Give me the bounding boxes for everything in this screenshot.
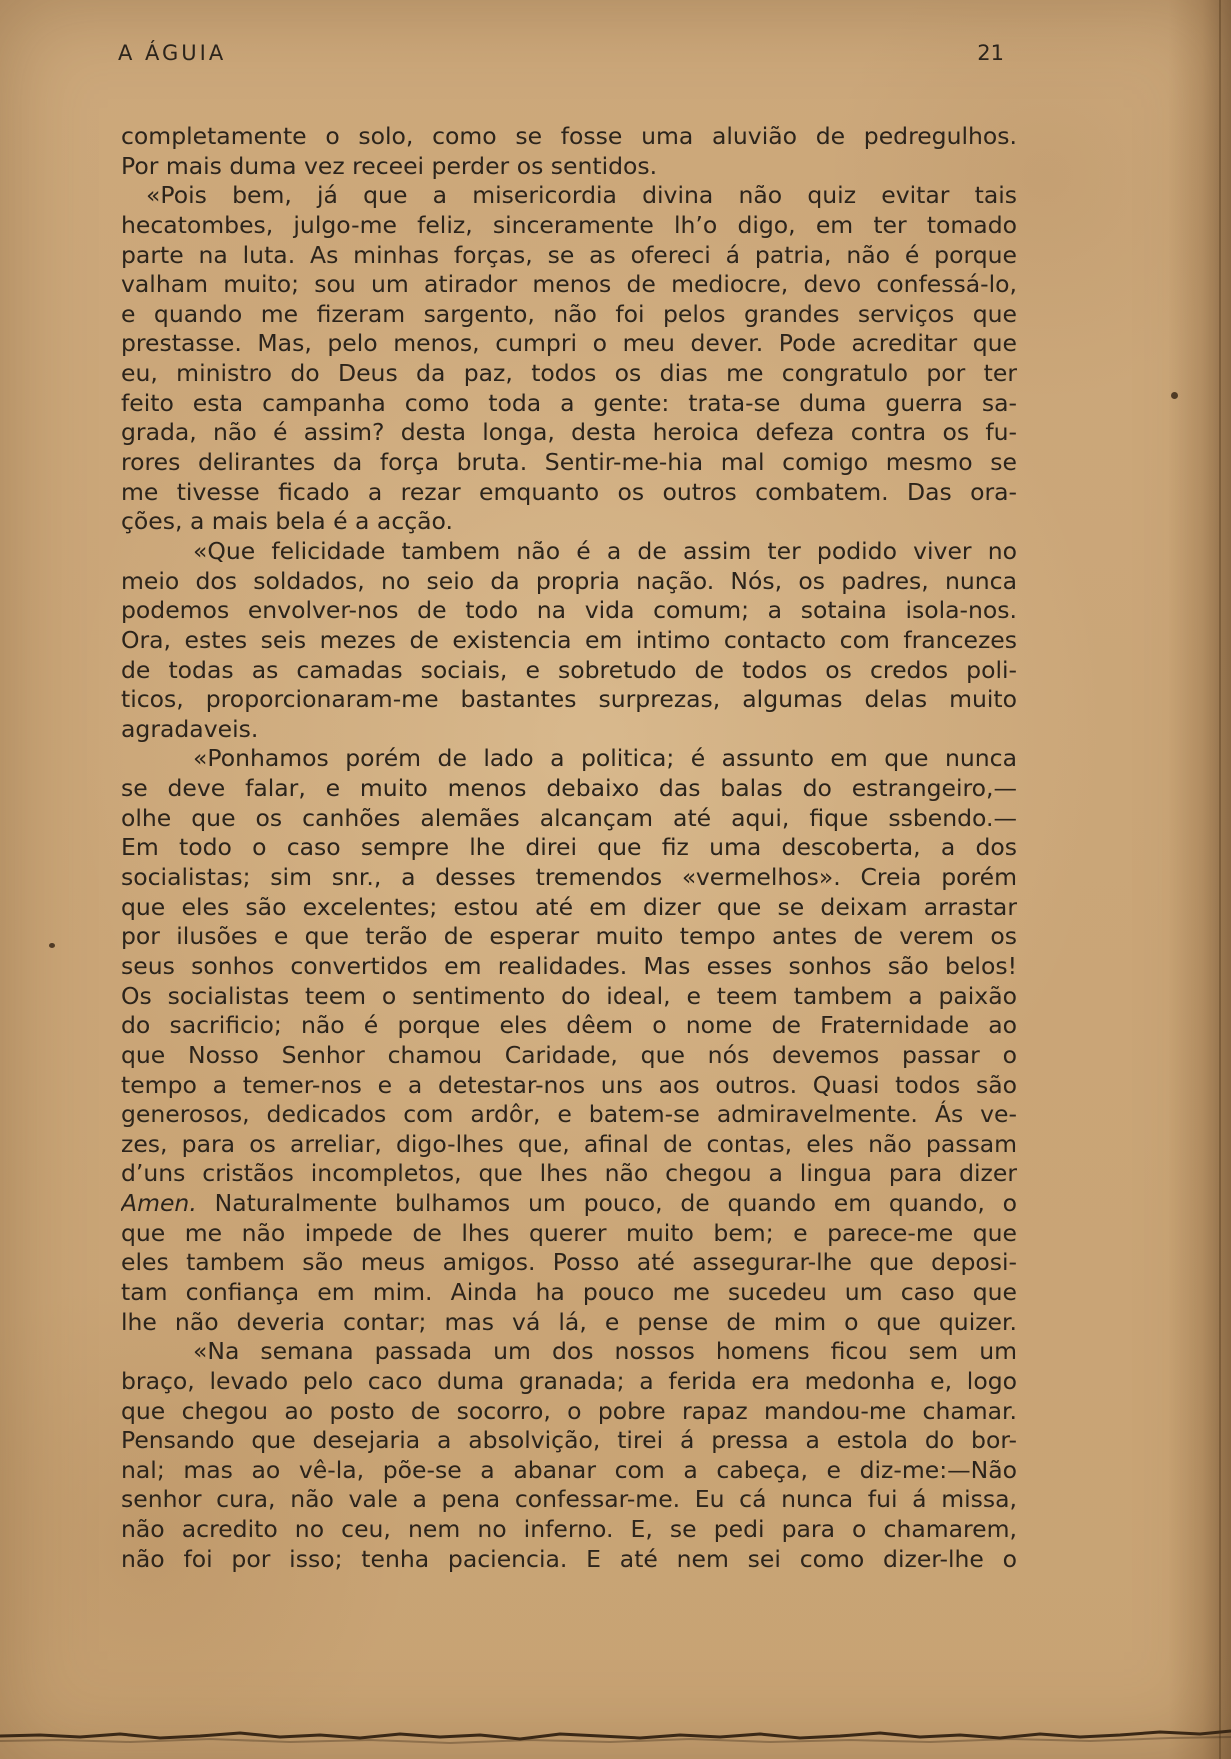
text-line: agradaveis.: [121, 714, 259, 743]
text-line: ções, a mais bela é a acção.: [121, 507, 453, 536]
text-line: que Nosso Senhor chamou Caridade, que nós devemos passar o: [121, 1040, 1017, 1069]
text-line: nal; mas ao vê-la, põe-se a abanar com a cabeça, e diz-me:—Não: [121, 1455, 1017, 1484]
ink-speck: [1171, 392, 1178, 399]
text-line: hecatombes, julgo-me feliz, sinceramente lh’o digo, em ter tomado: [121, 210, 1017, 239]
text-line: d’uns cristãos incompletos, que lhes não chegou a lingua para dizer: [121, 1159, 1017, 1188]
page-edge-shadow: [1168, 0, 1231, 1759]
page-crease: [1219, 0, 1221, 1759]
text-line: completamente o solo, como se fosse uma aluvião de pedregulhos.: [121, 122, 1017, 150]
text-line: não foi por isso; tenha paciencia. E até nem sei como dizer-lhe o: [121, 1544, 1017, 1573]
torn-bottom-edge: [0, 1716, 1231, 1759]
text-line: rores delirantes da força bruta. Sentir-me-hia mal comigo mesmo se: [121, 448, 1017, 477]
text-segment: Naturalmente bulhamos um pouco, de quando em quando, o: [196, 1189, 1017, 1218]
text-line: parte na luta. As minhas forças, se as ofereci á patria, não é porque: [121, 240, 1017, 269]
text-line: «Pois bem, já que a misericordia divina não quiz evitar tais: [146, 181, 1017, 210]
text-line: que eles são excelentes; estou até em dizer que se deixam arrastar: [121, 892, 1017, 921]
text-line: braço, levado pelo caco duma granada; a ferida era medonha e, logo: [121, 1366, 1017, 1395]
text-line: lhe não deveria contar; mas vá lá, e pense de mim o que quizer.: [121, 1307, 1017, 1336]
text-line: prestasse. Mas, pelo menos, cumpri o meu dever. Pode acreditar que: [121, 329, 1017, 358]
text-line: me tivesse ficado a rezar emquanto os outros combatem. Das ora-: [121, 477, 1017, 506]
text-line: por ilusões e que terão de esperar muito tempo antes de verem os: [121, 922, 1017, 951]
text-line: «Ponhamos porém de lado a politica; é assunto em que nunca: [193, 744, 1017, 773]
paragraph: [121, 537, 1017, 744]
emphasized-word: Amen.: [121, 1189, 197, 1218]
text-line: [121, 1189, 1017, 1219]
text-line: zes, para os arreliar, digo-lhes que, afinal de contas, eles não passam: [121, 1129, 1017, 1158]
text-line: não acredito no ceu, nem no inferno. E, se pedi para o chamarem,: [121, 1515, 1017, 1544]
text-line: generosos, dedicados com ardôr, e batem-se admiravelmente. Ás ve-: [121, 1100, 1017, 1129]
text-line: valham muito; sou um atirador menos de mediocre, devo confessá-lo,: [121, 270, 1017, 299]
text-line: senhor cura, não vale a pena confessar-me. Eu cá nunca fui á missa,: [121, 1485, 1017, 1514]
text-line: tempo a temer-nos e a detestar-nos uns aos outros. Quasi todos são: [121, 1070, 1017, 1099]
text-line: Pensando que desejaria a absolvição, tirei á pressa a estola do bor-: [121, 1426, 1017, 1455]
text-line: «Na semana passada um dos nossos homens ficou sem um: [193, 1337, 1017, 1366]
text-line: de todas as camadas sociais, e sobretudo de todos os credos poli-: [121, 655, 1017, 684]
text-line: Ora, estes seis mezes de existencia em intimo contacto com francezes: [121, 625, 1017, 654]
text-line: meio dos soldados, no seio da propria nação. Nós, os padres, nunca: [121, 566, 1017, 595]
text-line: ticos, proporcionaram-me bastantes surprezas, algumas delas muito: [121, 685, 1017, 714]
paragraph: [121, 122, 1017, 181]
text-line: Em todo o caso sempre lhe direi que fiz uma descoberta, a dos: [121, 833, 1017, 862]
ink-speck: [49, 943, 55, 948]
text-line: podemos envolver-nos de todo na vida comum; a sotaina isola-nos.: [121, 596, 1017, 625]
text-line: seus sonhos convertidos em realidades. Mas esses sonhos são belos!: [121, 951, 1017, 980]
text-line: do sacrificio; não é porque eles dêem o nome de Fraternidade ao: [121, 1011, 1017, 1040]
text-line: e quando me fizeram sargento, não foi pelos grandes serviços que: [121, 299, 1017, 328]
journal-title: A ÁGUIA: [118, 41, 227, 65]
paragraph: [121, 181, 1017, 537]
text-line: feito esta campanha como toda a gente: trata-se duma guerra sa-: [121, 388, 1017, 417]
paragraph: [121, 744, 1017, 1337]
text-line: eles tambem são meus amigos. Posso até assegurar-lhe que deposi-: [121, 1248, 1017, 1277]
text-line: Por mais duma vez receei perder os sentidos.: [121, 151, 658, 180]
text-line: olhe que os canhões alemães alcançam até aqui, fique ssbendo.—: [121, 803, 1017, 832]
body-text: [121, 122, 1017, 1574]
text-line: socialistas; sim snr., a desses tremendos «vermelhos». Creia porém: [121, 863, 1017, 892]
torn-edge-line: [0, 1731, 1231, 1739]
text-line: se deve falar, e muito menos debaixo das balas do estrangeiro,—: [121, 774, 1017, 803]
text-line: «Que felicidade tambem não é a de assim ter podido viver no: [193, 536, 1017, 565]
text-line: que me não impede de lhes querer muito bem; e parece-me que: [121, 1218, 1017, 1247]
paragraph: [121, 1337, 1017, 1574]
text-line: que chegou ao posto de socorro, o pobre rapaz mandou-me chamar.: [121, 1396, 1017, 1425]
text-line: Os socialistas teem o sentimento do ideal, e teem tambem a paixão: [121, 981, 1017, 1010]
text-line: eu, ministro do Deus da paz, todos os dias me congratulo por ter: [121, 359, 1017, 388]
text-line: tam confiança em mim. Ainda ha pouco me sucedeu um caso que: [121, 1277, 1017, 1306]
text-line: grada, não é assim? desta longa, desta heroica defeza contra os fu-: [121, 418, 1017, 447]
page-number: 21: [977, 41, 1004, 65]
